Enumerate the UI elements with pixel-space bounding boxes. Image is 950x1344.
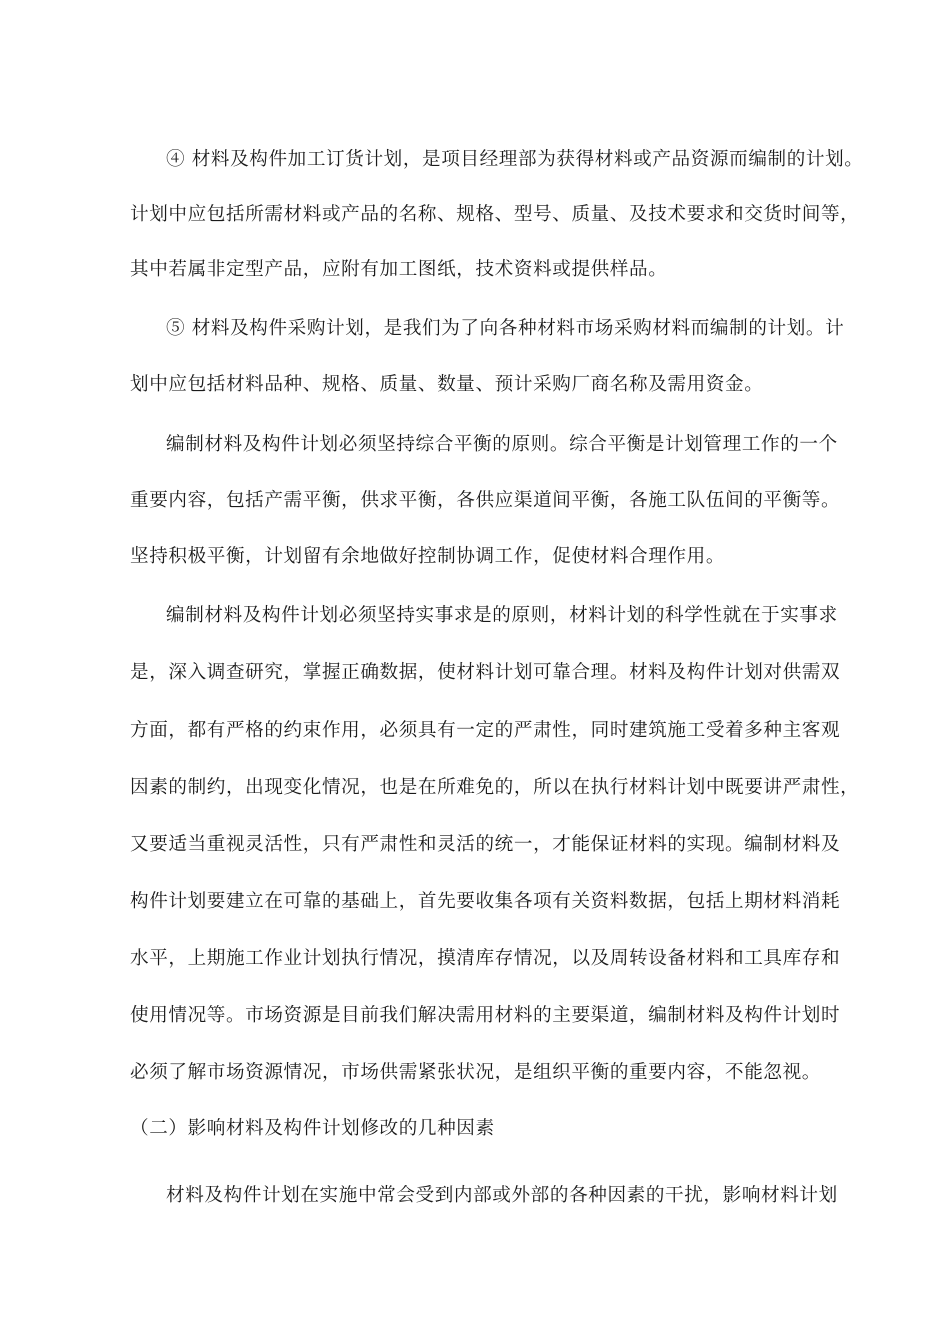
- paragraph-realistic-line-1: 编制材料及构件计划必须坚持实事求是的原则，材料计划的科学性就在于实事求: [166, 605, 838, 626]
- paragraph-balance-line-2: 重要内容，包括产需平衡，供求平衡，各供应渠道间平衡，各施工队伍间的平衡等。: [130, 490, 841, 511]
- paragraph-realistic-line-4: 因素的制约，出现变化情况，也是在所难免的，所以在执行材料计划中既要讲严肃性，: [130, 777, 860, 798]
- section-heading: （二）影响材料及构件计划修改的几种因素: [130, 1118, 495, 1139]
- paragraph-realistic-line-9: 必须了解市场资源情况，市场供需紧张状况，是组织平衡的重要内容，不能忽视。: [130, 1062, 821, 1083]
- paragraph-4-line-2: 计划中应包括所需材料或产品的名称、规格、型号、质量、及技术要求和交货时间等，: [130, 204, 860, 225]
- paragraph-realistic-line-7: 水平，上期施工作业计划执行情况，摸清库存情况，以及周转设备材料和工具库存和: [130, 948, 841, 969]
- paragraph-realistic-line-3: 方面，都有严格的约束作用，必须具有一定的严肃性，同时建筑施工受着多种主客观: [130, 720, 841, 741]
- paragraph-realistic-line-5: 又要适当重视灵活性，只有严肃性和灵活的统一，才能保证材料的实现。编制材料及: [130, 834, 841, 855]
- paragraph-4-line-3: 其中若属非定型产品，应附有加工图纸，技术资料或提供样品。: [130, 259, 668, 280]
- paragraph-realistic-line-2: 是，深入调查研究，掌握正确数据，使材料计划可靠合理。材料及构件计划对供需双: [130, 662, 841, 683]
- paragraph-realistic-line-6: 构件计划要建立在可靠的基础上，首先要收集各项有关资料数据，包括上期材料消耗: [130, 891, 841, 912]
- paragraph-balance-line-3: 坚持积极平衡，计划留有余地做好控制协调工作，促使材料合理作用。: [130, 546, 726, 567]
- paragraph-balance-line-1: 编制材料及构件计划必须坚持综合平衡的原则。综合平衡是计划管理工作的一个: [166, 434, 838, 455]
- paragraph-realistic-line-8: 使用情况等。市场资源是目前我们解决需用材料的主要渠道，编制材料及构件计划时: [130, 1005, 841, 1026]
- paragraph-5-line-1: ⑤ 材料及构件采购计划，是我们为了向各种材料市场采购材料而编制的计划。计: [166, 318, 845, 339]
- paragraph-5-line-2: 划中应包括材料品种、规格、质量、数量、预计采购厂商名称及需用资金。: [130, 374, 764, 395]
- paragraph-4-line-1: ④ 材料及构件加工订货计划，是项目经理部为获得材料或产品资源而编制的计划。: [166, 149, 864, 170]
- paragraph-factors-line-1: 材料及构件计划在实施中常会受到内部或外部的各种因素的干扰，影响材料计划: [166, 1185, 838, 1206]
